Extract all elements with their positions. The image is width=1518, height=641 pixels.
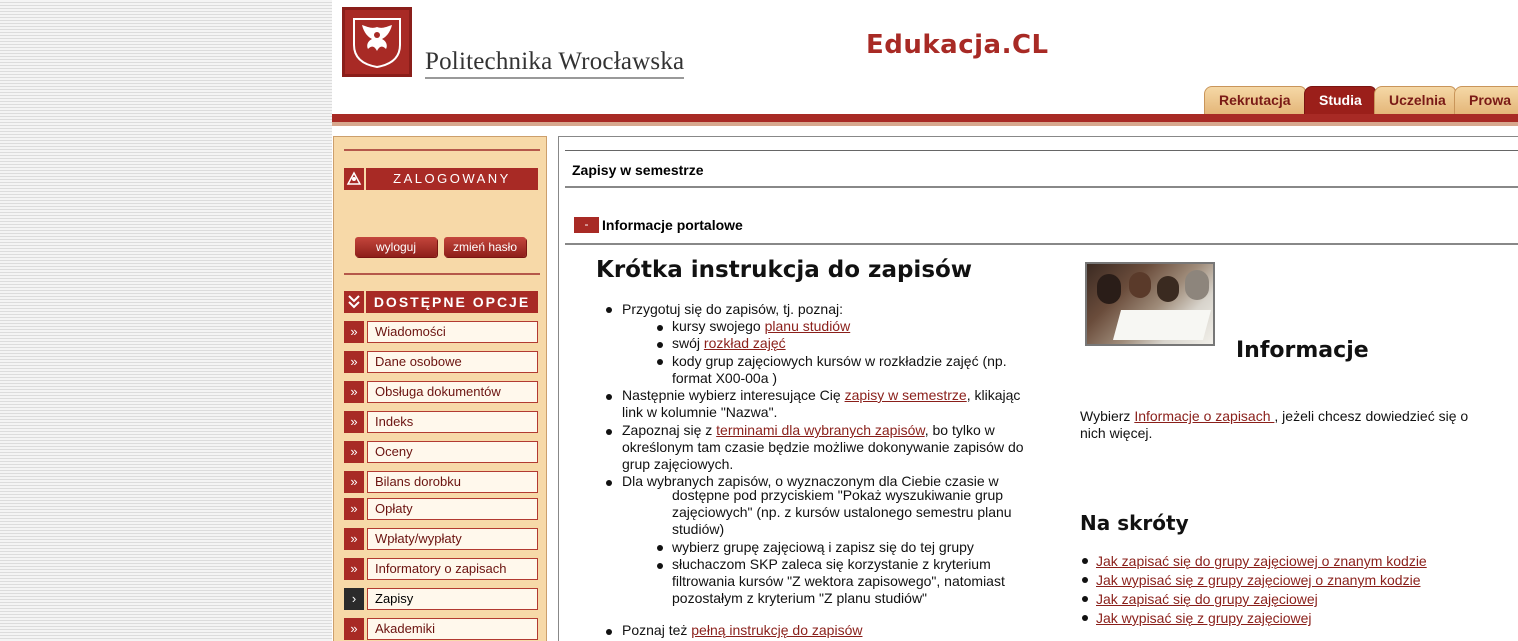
- sidebar-item-obsluga-dokumentow[interactable]: [344, 381, 538, 403]
- full-instructions-link[interactable]: pełną instrukcję do zapisów: [691, 622, 863, 638]
- shortcut-unenroll-link[interactable]: Jak wypisać się z grupy zajęciowej: [1096, 610, 1312, 626]
- sidebar-item-label[interactable]: Wpłaty/wypłaty: [367, 528, 538, 550]
- header-divider-shadow: [332, 122, 1518, 126]
- sidebar-item-dane-osobowe[interactable]: [344, 351, 538, 373]
- chevron-right-icon: »: [344, 351, 364, 373]
- chevron-right-icon: »: [344, 618, 364, 640]
- sidebar-item-zapisy[interactable]: [344, 588, 538, 610]
- schedule-link[interactable]: rozkład zajęć: [703, 335, 786, 351]
- sidebar-item-label[interactable]: Akademiki: [367, 618, 538, 640]
- divider: [565, 186, 1518, 188]
- step-1c: kody grup zajęciowych kursów w rozkładzie zajęć (np. format X00-00a ): [672, 353, 1007, 386]
- divider: [565, 243, 1518, 245]
- study-plan-link[interactable]: planu studiów: [764, 318, 851, 334]
- sidebar-item-indeks[interactable]: [344, 411, 538, 433]
- eagle-icon: [350, 15, 404, 69]
- sidebar-divider: [344, 273, 540, 275]
- bullet: [606, 480, 612, 486]
- step-1: Przygotuj się do zapisów, tj. poznaj:: [622, 301, 844, 317]
- step-4c: słuchaczom SKP zaleca się korzystanie z kryterium filtrowania kursów "Z wektora zapisowego", natomiast pozostałym z kryterium "Z planu studiów": [672, 556, 1005, 606]
- info-text: Wybierz Informacje o zapisach , jeżeli chcesz dowiedzieć się o nich więcej.: [1080, 408, 1469, 441]
- sidebar-item-akademiki[interactable]: [344, 618, 538, 640]
- sidebar-item-label[interactable]: Dane osobowe: [367, 351, 538, 373]
- list-item: [1096, 591, 1318, 608]
- bullet: [657, 342, 663, 348]
- sidebar-item-label[interactable]: Wiadomości: [367, 321, 538, 343]
- sidebar-item-label[interactable]: Obsługa dokumentów: [367, 381, 538, 403]
- logout-button[interactable]: wyloguj: [355, 237, 437, 257]
- shortcut-enroll-by-code-link[interactable]: Jak zapisać się do grupy zajęciowej o znanym kodzie: [1096, 553, 1427, 569]
- sidebar-item-informatory[interactable]: [344, 558, 538, 580]
- sidebar-item-oceny[interactable]: [344, 441, 538, 463]
- bullet: [657, 545, 663, 551]
- enrollment-dates-link[interactable]: terminami dla wybranych zapisów: [716, 422, 925, 438]
- sidebar-item-label[interactable]: Indeks: [367, 411, 538, 433]
- sidebar-item-wplaty-wyplaty[interactable]: [344, 528, 538, 550]
- bullet: [606, 394, 612, 400]
- step-2: Następnie wybierz interesujące Cię zapisy w semestrze, klikając link w kolumnie "Nazwa".: [622, 387, 1021, 420]
- chevron-right-icon: »: [344, 321, 364, 343]
- user-icon: [344, 168, 366, 190]
- shortcut-enroll-link[interactable]: Jak zapisać się do grupy zajęciowej: [1096, 591, 1318, 607]
- students-photo: [1085, 262, 1215, 346]
- logged-in-header: [344, 168, 538, 190]
- chevron-right-icon: »: [344, 381, 364, 403]
- bullet: [606, 429, 612, 435]
- sidebar: [333, 136, 547, 641]
- options-header: [344, 291, 538, 313]
- double-chevron-down-icon: [344, 291, 366, 313]
- step-1b: swój rozkład zajęć: [672, 335, 786, 351]
- chevron-right-icon: »: [344, 441, 364, 463]
- bullet: [657, 563, 663, 569]
- sidebar-item-bilans-dorobku[interactable]: [344, 471, 538, 493]
- sidebar-item-label[interactable]: Oceny: [367, 441, 538, 463]
- sidebar-item-label[interactable]: Bilans dorobku: [367, 471, 538, 493]
- step-4b: wybierz grupę zajęciową i zapisz się do tej grupy: [672, 539, 974, 555]
- shortcut-unenroll-by-code-link[interactable]: Jak wypisać się z grupy zajęciowej o znanym kodzie: [1096, 572, 1421, 588]
- chevron-right-icon: »: [344, 558, 364, 580]
- list-item: [1096, 610, 1312, 627]
- sidebar-item-oplaty[interactable]: [344, 498, 538, 520]
- info-heading: Informacje: [1236, 338, 1369, 363]
- section-heading: Informacje portalowe: [602, 217, 743, 233]
- tab-prowadzacy[interactable]: Prowa: [1454, 86, 1518, 114]
- chevron-right-icon: »: [344, 471, 364, 493]
- university-name: Politechnika Wrocławska: [425, 48, 684, 79]
- list-item: [1096, 553, 1427, 570]
- tab-studia[interactable]: Studia: [1304, 86, 1376, 114]
- bullet: [606, 629, 612, 635]
- header-divider: [332, 114, 1518, 122]
- bullet: [657, 359, 663, 365]
- page-background-stripes: [0, 0, 332, 641]
- sidebar-item-label[interactable]: Opłaty: [367, 498, 538, 520]
- divider: [565, 150, 1518, 151]
- change-password-button[interactable]: zmień hasło: [444, 237, 526, 257]
- logged-in-label: ZALOGOWANY: [393, 171, 511, 186]
- sidebar-item-wiadomosci[interactable]: [344, 321, 538, 343]
- bullet: [1082, 615, 1088, 621]
- sidebar-item-label[interactable]: Zapisy: [367, 588, 538, 610]
- main-content: [558, 136, 1518, 641]
- step-5: Poznaj też pełną instrukcję do zapisów: [622, 622, 863, 638]
- university-logo[interactable]: [342, 7, 412, 77]
- bullet: [1082, 596, 1088, 602]
- tab-rekrutacja[interactable]: Rekrutacja: [1204, 86, 1306, 114]
- step-3: Zapoznaj się z terminami dla wybranych zapisów, bo tylko w określonym tam czasie będzie możliwe dokonywanie zapisów do grup zajęciowych.: [622, 422, 1024, 472]
- chevron-right-icon: ›: [344, 588, 364, 610]
- page-title: Zapisy w semestrze: [572, 162, 704, 178]
- step-1a: kursy swojego planu studiów: [672, 318, 851, 334]
- step-4: Dla wybranych zapisów, o wyznaczonym dla Ciebie czasie w: [622, 473, 999, 489]
- enrollment-info-link[interactable]: Informacje o zapisach: [1134, 408, 1275, 424]
- bullet: [1082, 558, 1088, 564]
- bullet: [657, 325, 663, 331]
- header: [332, 0, 1518, 122]
- shortcuts-heading: Na skróty: [1080, 511, 1189, 535]
- chevron-right-icon: »: [344, 498, 364, 520]
- bullet: [606, 307, 612, 313]
- list-item: [1096, 572, 1420, 589]
- sidebar-item-label[interactable]: Informatory o zapisach: [367, 558, 538, 580]
- sidebar-divider: [344, 149, 540, 151]
- step-4a: dostępne pod przyciskiem "Pokaż wyszukiwanie grup zajęciowych" (np. z kursów ustalonego semestru planu studiów): [672, 487, 1012, 537]
- site-title: Edukacja.CL: [866, 30, 1049, 60]
- options-label: DOSTĘPNE OPCJE: [373, 294, 531, 310]
- bullet: [1082, 577, 1088, 583]
- chevron-right-icon: »: [344, 528, 364, 550]
- instruction-heading: Krótka instrukcja do zapisów: [596, 257, 973, 283]
- collapse-toggle-button[interactable]: -: [574, 217, 599, 233]
- chevron-right-icon: »: [344, 411, 364, 433]
- semester-enrollment-link[interactable]: zapisy w semestrze: [844, 387, 967, 403]
- tab-uczelnia[interactable]: Uczelnia: [1374, 86, 1456, 114]
